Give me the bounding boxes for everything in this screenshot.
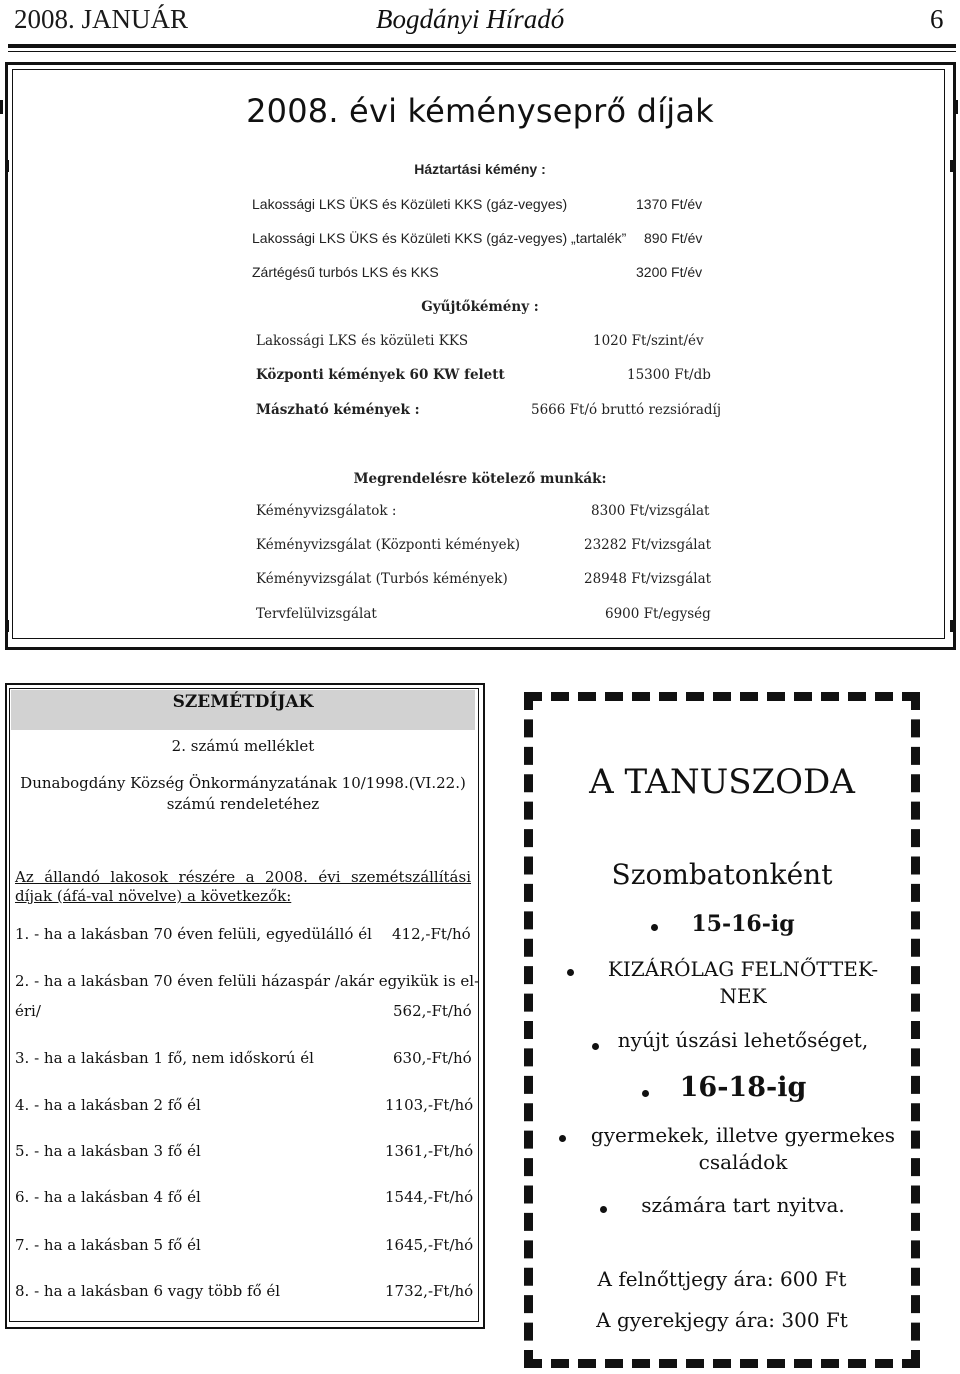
child-ticket-price: A gyerekjegy ára: 300 Ft xyxy=(596,1308,848,1332)
order-row-price: 28948 Ft/vizsgálat xyxy=(584,571,712,587)
annex-label: 2. számú melléklet xyxy=(171,737,315,755)
order-row-label: Kéményvizsgálat (Központi kémények) xyxy=(256,537,521,553)
garbage-item-price: 1544,-Ft/hó xyxy=(385,1188,474,1206)
household-chimney-label: Háztartási kémény : xyxy=(414,161,546,177)
garbage-item-label: 6. - ha a lakásban 4 fő él xyxy=(15,1188,201,1206)
chimney-fees-box-inner xyxy=(12,69,945,639)
decree-line: számú rendeletéhez xyxy=(166,795,320,813)
pool-adults-only-cont: NEK xyxy=(719,984,767,1008)
fee-row-price: 1370 Ft/év xyxy=(636,196,703,212)
order-row-price: 23282 Ft/vizsgálat xyxy=(584,537,712,553)
collector-row-label: Központi kémények 60 KW felett xyxy=(256,367,505,383)
collector-row-price: 15300 Ft/db xyxy=(627,367,711,383)
garbage-item-price: 630,-Ft/hó xyxy=(393,1049,472,1067)
pool-families: gyermekek, illetve gyermekes xyxy=(590,1123,896,1147)
fee-row-label: Lakossági LKS ÜKS és Közületi KKS (gáz-vegyes) „tartalék” xyxy=(252,230,627,246)
pool-subtitle: Szombatonként xyxy=(611,858,833,891)
collector-row-label: Lakossági LKS és közületi KKS xyxy=(256,333,469,349)
issue-date: 2008. JANUÁR xyxy=(14,4,189,34)
header-rule-thin xyxy=(8,51,956,52)
collector-row-price: 1020 Ft/szint/év xyxy=(593,333,704,349)
garbage-item-price: 1732,-Ft/hó xyxy=(385,1282,474,1300)
pool-adults-only: KIZÁRÓLAG FELNŐTTEK- xyxy=(607,957,879,981)
chimney-fees-heading: 2008. évi kéményseprő díjak xyxy=(246,92,714,130)
pool-time-children: 15-16-ig xyxy=(691,911,795,937)
fee-row-label: Lakossági LKS ÜKS és Közületi KKS (gáz-vegyes) xyxy=(252,196,568,212)
order-row-price: 6900 Ft/egység xyxy=(605,606,711,622)
newspaper-title: Bogdányi Híradó xyxy=(376,4,565,34)
garbage-item-label: 7. - ha a lakásban 5 fő él xyxy=(15,1236,201,1254)
collector-chimney-label: Gyűjtőkémény : xyxy=(421,299,539,315)
pool-families-cont: családok xyxy=(698,1150,788,1174)
pool-time-families: 16-18-ig xyxy=(679,1072,807,1103)
garbage-item-label: 4. - ha a lakásban 2 fő él xyxy=(15,1096,201,1114)
garbage-item-label-cont: éri/ xyxy=(15,1002,41,1020)
decree-line: Dunabogdány Község Önkormányzatának 10/1998.(VI.22.) xyxy=(20,774,466,792)
fee-row-price: 3200 Ft/év xyxy=(636,264,703,280)
garbage-item-label: 2. - ha a lakásban 70 éven felüli házaspár /akár egyikük is el- xyxy=(15,972,480,990)
order-row-label: Tervfelülvizsgálat xyxy=(256,606,377,622)
garbage-item-price: 562,-Ft/hó xyxy=(393,1002,472,1020)
page-number: 6 xyxy=(930,4,944,34)
garbage-item-label: 1. - ha a lakásban 70 éven felüli, egyedülálló él xyxy=(15,925,372,943)
garbage-item-price: 412,-Ft/hó xyxy=(392,925,471,943)
border-ornament xyxy=(6,620,9,632)
garbage-item-price: 1645,-Ft/hó xyxy=(385,1236,474,1254)
order-row-label: Kéményvizsgálatok : xyxy=(256,503,397,519)
garbage-item-label: 8. - ha a lakásban 6 vagy több fő él xyxy=(15,1282,281,1300)
collector-row-label: Mászható kémények : xyxy=(256,402,420,418)
order-row-label: Kéményvizsgálat (Turbós kémények) xyxy=(256,571,508,587)
header-rule xyxy=(8,44,956,48)
garbage-fees-title: SZEMÉTDÍJAK xyxy=(172,692,314,712)
pool-title: A TANUSZODA xyxy=(589,762,855,802)
garbage-item-label: 3. - ha a lakásban 1 fő, nem időskorú él xyxy=(15,1049,314,1067)
garbage-intro: Az állandó lakosok részére a 2008. évi szemétszállítási díjak (áfá-val növelve) a következők: xyxy=(15,868,471,905)
garbage-item-label: 5. - ha a lakásban 3 fő él xyxy=(15,1142,201,1160)
pool-swimming-opportunity: nyújt úszási lehetőséget, xyxy=(617,1028,869,1052)
adult-ticket-price: A felnőttjegy ára: 600 Ft xyxy=(597,1267,847,1291)
mandatory-works-label: Megrendelésre kötelező munkák: xyxy=(353,471,607,487)
pool-open-for: számára tart nyitva. xyxy=(641,1193,845,1217)
collector-row-price: 5666 Ft/ó bruttó rezsióradíj xyxy=(531,402,722,418)
garbage-item-price: 1361,-Ft/hó xyxy=(385,1142,474,1160)
fee-row-label: Zártégésű turbós LKS és KKS xyxy=(252,264,439,280)
order-row-price: 8300 Ft/vizsgálat xyxy=(591,503,710,519)
garbage-item-price: 1103,-Ft/hó xyxy=(385,1096,474,1114)
border-ornament xyxy=(950,620,953,632)
fee-row-price: 890 Ft/év xyxy=(644,230,703,246)
